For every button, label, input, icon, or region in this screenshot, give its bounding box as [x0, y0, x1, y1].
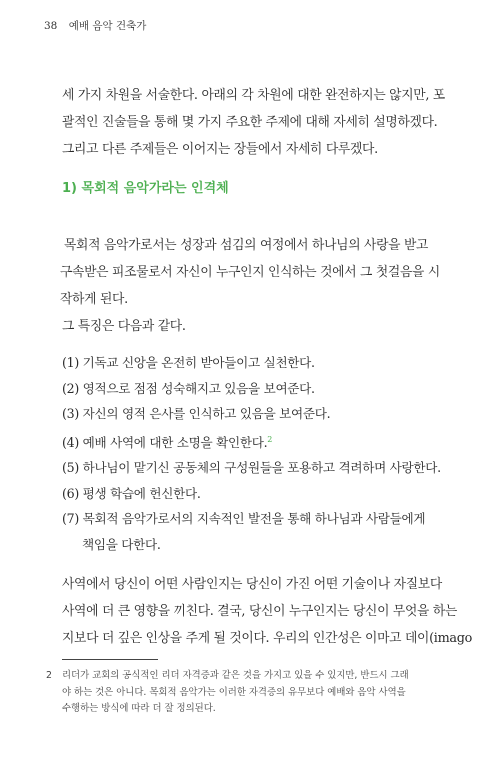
list-item: [62, 376, 441, 402]
text-line: 괄적인 진술들을 통해 몇 가지 주요한 주제에 대해 자세히 설명하겠다.: [62, 115, 438, 130]
characteristics-list: [62, 350, 441, 557]
footnote-reference[interactable]: 2: [267, 434, 273, 444]
section-heading: 1) 목회적 음악가라는 인격체: [62, 181, 229, 196]
list-item-text: (3) 자신의 영적 은사를 인식하고 있음을 보여준다.: [62, 406, 331, 421]
page-number: 38: [44, 20, 58, 32]
list-item-text: (4) 예배 사역에 대한 소명을 확인한다.: [62, 434, 268, 450]
text-line: 작하게 된다.: [60, 292, 128, 307]
list-item-text: (2) 영적으로 점점 성숙해지고 있음을 보여준다.: [62, 380, 315, 396]
list-item: [62, 506, 441, 557]
list-item: [62, 350, 441, 376]
list-item: [62, 481, 441, 507]
footnote-number: 2: [46, 670, 52, 681]
text-line: 세 가지 차원을 서술한다. 아래의 각 차원에 대한 완전하지는 않지만, 포: [62, 88, 445, 103]
footnote-line: 수행하는 방식에 따라 더 잘 정의된다.: [62, 703, 216, 714]
text-line: 지보다 더 깊은 인상을 주게 될 것이다. 우리의 인간성은 이마고 데이(imago: [62, 631, 473, 646]
text-line: 사역에 더 큰 영향을 끼친다. 결국, 당신이 누구인지는 당신이 무엇을 하는: [62, 604, 458, 619]
text-line: 사역에서 당신이 어떤 사람인지는 당신이 가진 어떤 기술이나 자질보다: [62, 577, 442, 592]
list-item-continuation: 책임을 다한다.: [82, 536, 161, 552]
body-paragraph: [62, 232, 446, 340]
list-item: [62, 427, 441, 456]
text-line: 그 특징은 다음과 같다.: [62, 319, 186, 334]
footnote-line: 리더가 교회의 공식적인 리더 자격증과 같은 것을 가지고 있을 수 있지만, 반드시 그래: [62, 670, 409, 681]
footnote-line: 야 하는 것은 아니다. 목회적 음악가는 이러한 자격증의 유무보다 예배와 음악 사역을: [62, 686, 406, 698]
list-item-text: (7) 목회적 음악가로서의 지속적인 발전을 통해 하나님과 사람들에게: [62, 511, 426, 527]
text-line: 그리고 다른 주제들은 이어지는 장들에서 자세히 다루겠다.: [62, 142, 378, 157]
list-item-text: (6) 평생 학습에 헌신한다.: [62, 485, 201, 501]
list-item: [62, 401, 441, 427]
footnote-divider: [62, 659, 158, 660]
closing-paragraph: [62, 571, 473, 652]
list-item: [62, 455, 441, 481]
running-header: [44, 18, 146, 33]
text-line: 목회적 음악가로서는 성장과 섬김의 여정에서 하나님의 사랑을 받고: [64, 238, 429, 253]
footnote: [46, 668, 450, 718]
list-item-text: (5) 하나님이 맡기신 공동체의 구성원들을 포용하고 격려하며 사랑한다.: [62, 460, 441, 476]
text-line: 구속받은 피조물로서 자신이 누구인지 인식하는 것에서 그 첫걸음을 시: [60, 265, 440, 280]
list-item-text: (1) 기독교 신앙을 온전히 받아들이고 실천한다.: [62, 355, 315, 370]
book-title: 예배 음악 건축가: [68, 20, 147, 32]
intro-paragraph: [62, 82, 446, 163]
